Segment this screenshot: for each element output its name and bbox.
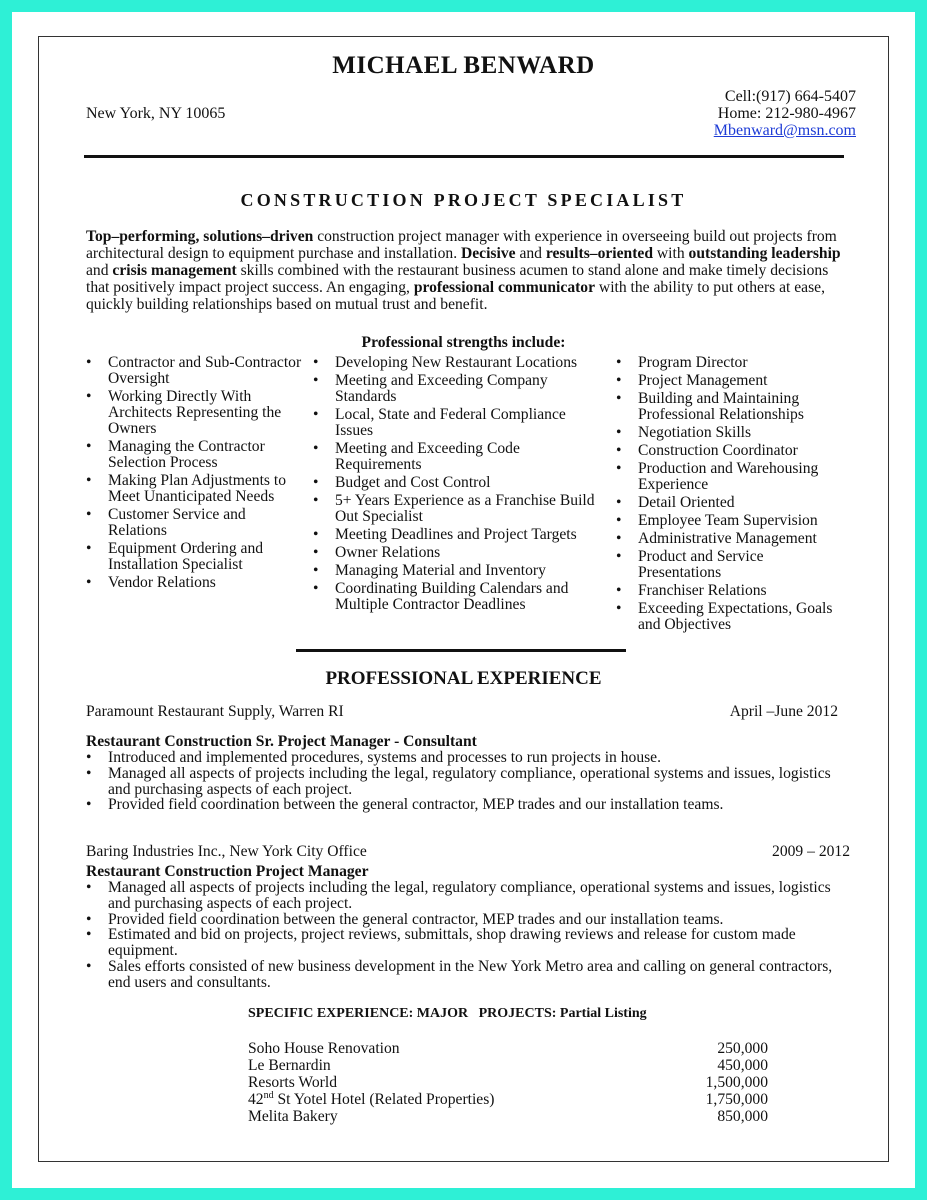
list-item: • Contractor and Sub-Contractor Oversight xyxy=(86,355,306,387)
contact-block xyxy=(714,88,856,139)
list-item: • Provided field coordination between the general contractor, MEP trades and our installation teams. xyxy=(86,912,856,928)
list-item: • Vendor Relations xyxy=(86,575,306,591)
cell-phone: Cell:(917) 664-5407 xyxy=(724,88,856,105)
list-item: • Detail Oriented xyxy=(616,495,846,511)
list-item: • Construction Coordinator xyxy=(616,443,846,459)
list-item: • Meeting Deadlines and Project Targets xyxy=(313,527,603,543)
list-item: • Budget and Cost Control xyxy=(313,475,603,491)
list-item: • Building and Maintaining Professional Relationships xyxy=(616,391,846,423)
job2-dates: 2009 – 2012 xyxy=(772,843,850,860)
list-item: • 5+ Years Experience as a Franchise Build Out Specialist xyxy=(313,493,603,525)
project-name: Le Bernardin xyxy=(248,1057,331,1074)
list-item: • Product and Service Presentations xyxy=(616,549,846,581)
list-item: • Developing New Restaurant Locations xyxy=(313,355,603,371)
list-item: • Provided field coordination between the general contractor, MEP trades and our installation teams. xyxy=(86,797,856,813)
section-divider xyxy=(296,649,626,652)
project-name: Soho House Renovation xyxy=(248,1040,400,1057)
list-item: • Coordinating Building Calendars and Multiple Contractor Deadlines xyxy=(313,581,603,613)
list-item: • Production and Warehousing Experience xyxy=(616,461,846,493)
list-item: • Owner Relations xyxy=(313,545,603,561)
list-item: • Managed all aspects of projects including the legal, regulatory compliance, operational systems and issues, logistics and purchasing aspects of each project. xyxy=(86,880,856,912)
list-item: • Managing the Contractor Selection Process xyxy=(86,439,306,471)
project-value: 1,750,000 xyxy=(705,1091,768,1108)
project-name: Melita Bakery xyxy=(248,1108,338,1125)
list-item: • Managing Material and Inventory xyxy=(313,563,603,579)
list-item: • Negotiation Skills xyxy=(616,425,846,441)
list-item: • Franchiser Relations xyxy=(616,583,846,599)
project-name: Resorts World xyxy=(248,1074,337,1091)
strengths-column-1 xyxy=(86,355,306,593)
job1-bullets xyxy=(86,750,856,813)
list-item: • Project Management xyxy=(616,373,846,389)
list-item: • Estimated and bid on projects, project reviews, submittals, shop drawing reviews and release for custom made equipment. xyxy=(86,927,856,959)
job1-company: Paramount Restaurant Supply, Warren RI xyxy=(86,703,344,720)
list-item: • Introduced and implemented procedures, systems and processes to run projects in house. xyxy=(86,750,856,766)
candidate-name: MICHAEL BENWARD xyxy=(332,52,595,79)
project-value: 250,000 xyxy=(717,1040,768,1057)
summary-paragraph: Top–performing, solutions–driven construction project manager with experience in overseeing build out projects from architectural design to equipment purchase and installation. Decisive and results–oriented with outstanding leadership and crisis management skills combined with the restaurant business acumen to stand alone and make timely decisions that positively impact project success. An engaging, professional communicator with the ability to put others at ease, quickly building relationships based on mutual trust and benefit. xyxy=(86,228,841,313)
strengths-column-3 xyxy=(616,355,846,635)
list-item: • Exceeding Expectations, Goals and Objectives xyxy=(616,601,846,633)
projects-heading: SPECIFIC EXPERIENCE: MAJOR PROJECTS: Partial Listing xyxy=(248,1006,647,1021)
job2-company: Baring Industries Inc., New York City Office xyxy=(86,843,367,860)
list-item: • Employee Team Supervision xyxy=(616,513,846,529)
list-item: • Program Director xyxy=(616,355,846,371)
list-item: • Working Directly With Architects Representing the Owners xyxy=(86,389,306,437)
headline: CONSTRUCTION PROJECT SPECIALIST xyxy=(240,190,687,210)
list-item: • Managed all aspects of projects including the legal, regulatory compliance, operational systems and issues, logistics and purchasing aspects of each project. xyxy=(86,766,856,798)
list-item: • Local, State and Federal Compliance Issues xyxy=(313,407,603,439)
job1-dates: April –June 2012 xyxy=(729,703,838,720)
list-item: • Meeting and Exceeding Company Standards xyxy=(313,373,603,405)
resume-page xyxy=(12,12,915,1188)
experience-heading: PROFESSIONAL EXPERIENCE xyxy=(325,668,602,689)
home-phone: Home: 212-980-4967 xyxy=(717,105,856,122)
list-item: • Sales efforts consisted of new business development in the New York Metro area and calling on general contractors, end users and consultants. xyxy=(86,959,856,991)
list-item: • Making Plan Adjustments to Meet Unanticipated Needs xyxy=(86,473,306,505)
address: New York, NY 10065 xyxy=(86,105,226,122)
job2-bullets xyxy=(86,880,856,991)
strengths-column-2 xyxy=(313,355,603,615)
project-name: 42nd St Yotel Hotel (Related Properties) xyxy=(248,1090,495,1108)
list-item: • Equipment Ordering and Installation Specialist xyxy=(86,541,306,573)
list-item: • Customer Service and Relations xyxy=(86,507,306,539)
job1-title: Restaurant Construction Sr. Project Manager - Consultant xyxy=(86,733,477,750)
job2-title: Restaurant Construction Project Manager xyxy=(86,863,369,880)
list-item: • Meeting and Exceeding Code Requirements xyxy=(313,441,603,473)
header-divider xyxy=(84,155,844,158)
strengths-heading: Professional strengths include: xyxy=(361,334,566,351)
project-value: 1,500,000 xyxy=(705,1074,768,1091)
list-item: • Administrative Management xyxy=(616,531,846,547)
project-value: 450,000 xyxy=(717,1057,768,1074)
email-link[interactable]: Mbenward@msn.com xyxy=(713,122,856,139)
project-value: 850,000 xyxy=(717,1108,768,1125)
